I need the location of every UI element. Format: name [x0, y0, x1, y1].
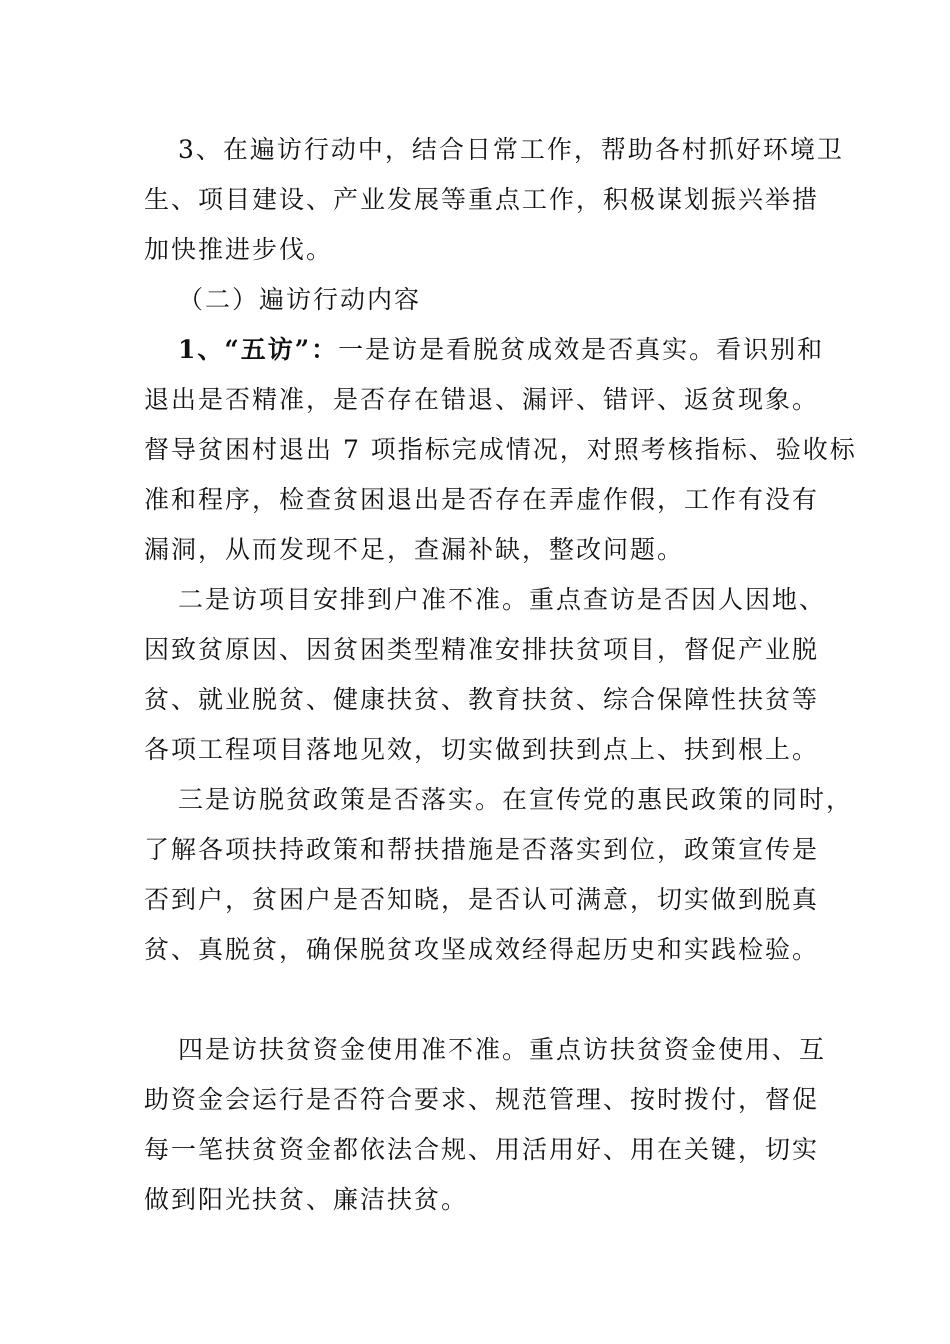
paragraph-line: 每一笔扶贫资金都依法合规、用活用好、用在关键，切实 — [144, 1135, 820, 1164]
paragraph-line: 加快推进步伐。 — [144, 235, 334, 264]
item-heading: 1、“五访”： — [178, 335, 339, 364]
paragraph-line: 四是访扶贫资金使用准不准。重点访扶贫资金使用、互 — [178, 1035, 827, 1064]
paragraph-line: 准和程序，检查贫困退出是否存在弄虚作假，工作有没有 — [144, 485, 820, 514]
paragraph-line: 做到阳光扶贫、廉洁扶贫。 — [144, 1185, 469, 1214]
section-heading: （二）遍访行动内容 — [178, 285, 422, 314]
paragraph-line: 三是访脱贫政策是否落实。在宣传党的惠民政策的同时， — [178, 785, 854, 814]
paragraph-line: 二是访项目安排到户准不准。重点查访是否因人因地、 — [178, 585, 827, 614]
paragraph-line: 因致贫原因、因贫困类型精准安排扶贫项目，督促产业脱 — [144, 635, 820, 664]
paragraph-line: 退出是否精准，是否存在错退、漏评、错评、返贫现象。 — [144, 385, 820, 414]
paragraph-line: 各项工程项目落地见效，切实做到扶到点上、扶到根上。 — [144, 735, 820, 764]
paragraph-line — [178, 333, 824, 367]
paragraph-line: 贫、真脱贫，确保脱贫攻坚成效经得起历史和实践检验。 — [144, 935, 820, 964]
item-text: 一是访是看脱贫成效是否真实。看识别和 — [338, 335, 825, 364]
paragraph-line: 3、在遍访行动中，结合日常工作，帮助各村抓好环境卫 — [178, 135, 844, 164]
paragraph-line: 漏洞，从而发现不足，查漏补缺，整改问题。 — [144, 535, 685, 564]
paragraph-line: 了解各项扶持政策和帮扶措施是否落实到位，政策宣传是 — [144, 835, 820, 864]
paragraph-line: 生、项目建设、产业发展等重点工作，积极谋划振兴举措 — [144, 185, 820, 214]
paragraph-line: 督导贫困村退出 7 项指标完成情况，对照考核指标、验收标 — [144, 435, 857, 464]
paragraph-line: 贫、就业脱贫、健康扶贫、教育扶贫、综合保障性扶贫等 — [144, 685, 820, 714]
paragraph-line: 否到户，贫困户是否知晓，是否认可满意，切实做到脱真 — [144, 885, 820, 914]
paragraph-line: 助资金会运行是否符合要求、规范管理、按时拨付，督促 — [144, 1085, 820, 1114]
